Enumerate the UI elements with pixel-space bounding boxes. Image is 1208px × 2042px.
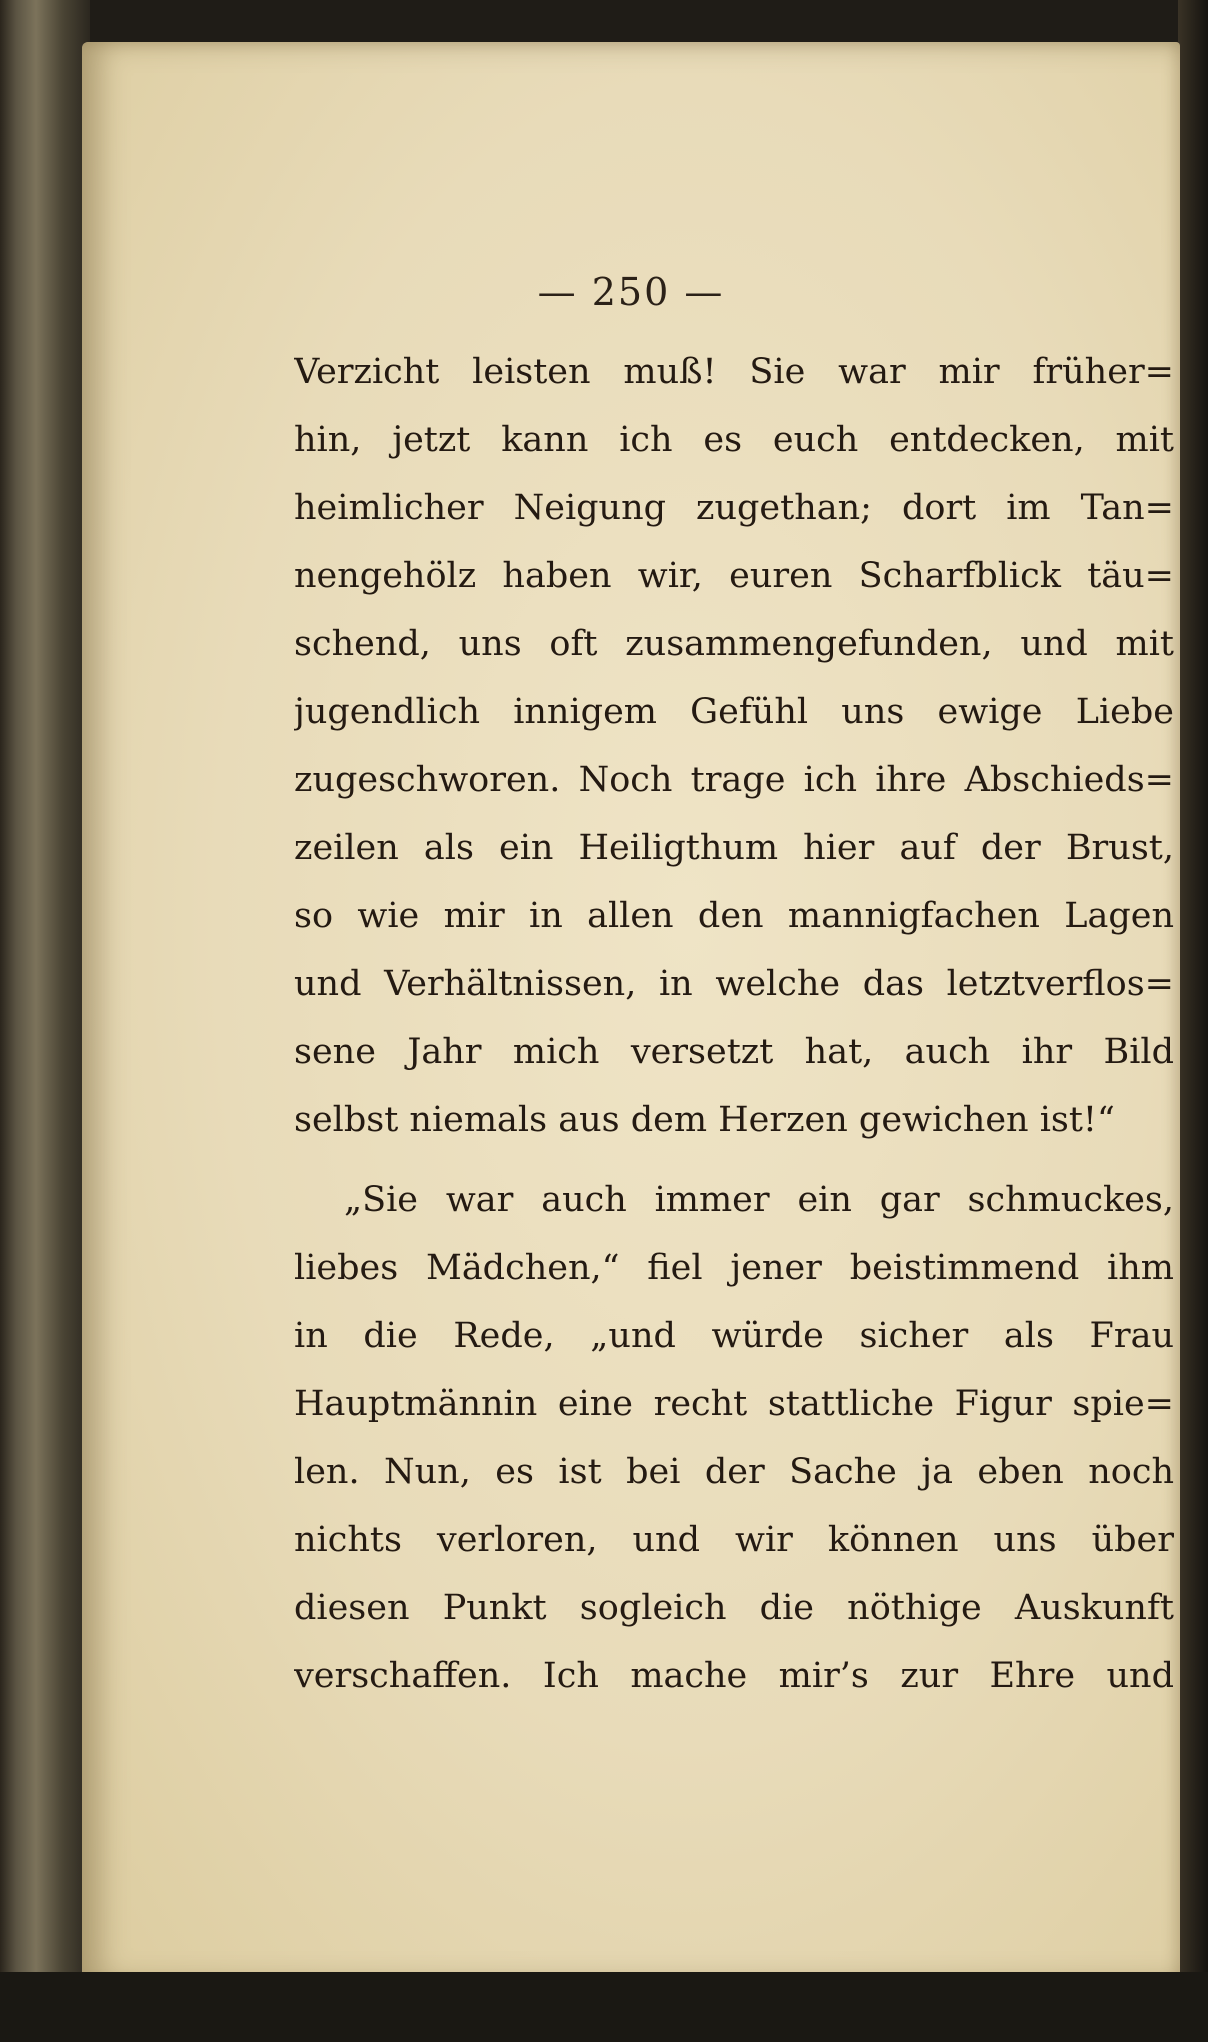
text-line: zugeschworen. Noch trage ich ihre Abschieds= (294, 760, 1174, 800)
paragraph-1 (294, 338, 1174, 1154)
book-edge (0, 0, 90, 2042)
text-line: jugendlich innigem Gefühl uns ewige Liebe (294, 692, 1174, 732)
text-line: sene Jahr mich versetzt hat, auch ihr Bild (294, 1032, 1174, 1072)
text-line: „Sie war auch immer ein gar schmuckes, (344, 1180, 1174, 1220)
text-line: Hauptmännin eine recht stattliche Figur spie= (294, 1384, 1174, 1424)
text-line: selbst niemals aus dem Herzen gewichen ist!“ (294, 1100, 1115, 1140)
text-line: nengehölz haben wir, euren Scharfblick täu= (294, 556, 1174, 596)
text-line: liebes Mädchen,“ fiel jener beistimmend ihm (294, 1248, 1174, 1288)
book-page (82, 42, 1180, 1982)
text-line: nichts verloren, und wir können uns über (294, 1520, 1174, 1560)
page-number: — 250 — (537, 270, 725, 314)
text-line: len. Nun, es ist bei der Sache ja eben noch (294, 1452, 1174, 1492)
body-text (294, 338, 1174, 1710)
paragraph-2 (294, 1166, 1174, 1710)
text-line: schend, uns oft zusammengefunden, und mit (294, 624, 1174, 664)
paragraph-gap (294, 1154, 1174, 1166)
text-line: verschaffen. Ich mache mir’s zur Ehre und (294, 1656, 1174, 1696)
text-line: zeilen als ein Heiligthum hier auf der Brust, (294, 828, 1174, 868)
book-right-edge (1178, 0, 1208, 2042)
text-line: diesen Punkt sogleich die nöthige Auskunft (294, 1588, 1174, 1628)
text-line: hin, jetzt kann ich es euch entdecken, mit (294, 420, 1174, 460)
text-line: Verzicht leisten muß! Sie war mir früher= (294, 352, 1174, 392)
text-line: in die Rede, „und würde sicher als Frau (294, 1316, 1174, 1356)
scan-background (0, 1972, 1208, 2042)
text-line: so wie mir in allen den mannigfachen Lagen (294, 896, 1174, 936)
text-line: heimlicher Neigung zugethan; dort im Tan= (294, 488, 1174, 528)
text-line: und Verhältnissen, in welche das letztverflos= (294, 964, 1174, 1004)
